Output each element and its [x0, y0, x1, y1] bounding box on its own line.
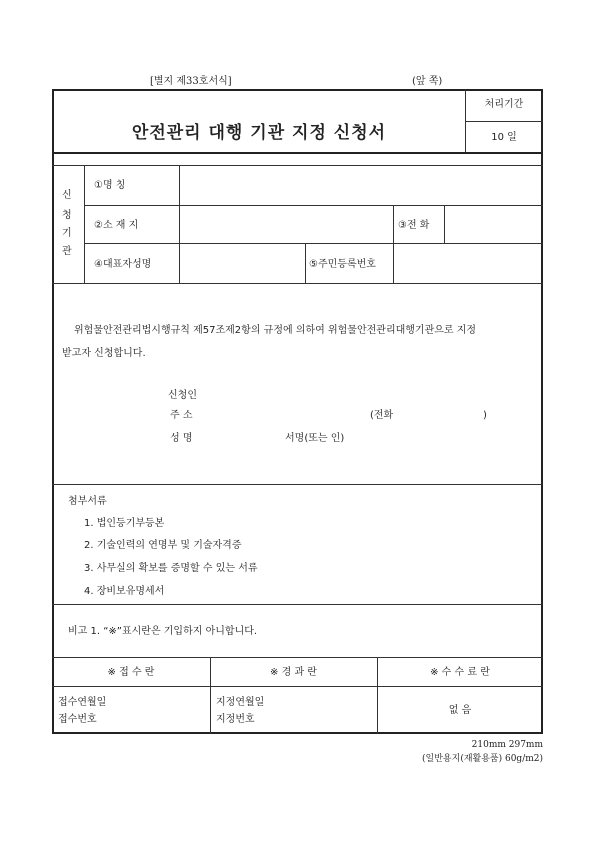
- address-label: ②소 재 지: [94, 220, 139, 231]
- resident-number-label: ⑤주민등록번호: [309, 259, 376, 270]
- receipt-date-label: 접수연월일: [58, 697, 107, 708]
- phone-label: ③전 화: [398, 220, 430, 231]
- name-field[interactable]: [182, 168, 540, 202]
- representative-field[interactable]: [182, 246, 302, 280]
- paper-size: 210mm 297mm: [471, 740, 543, 750]
- attachment-item: 4. 장비보유명세서: [84, 586, 165, 597]
- applicant-section-char: 관: [62, 246, 72, 257]
- applicant-signature-title: 신청인: [168, 390, 197, 401]
- resident-number-field[interactable]: [396, 246, 540, 280]
- fee-column-header: ※ 수 수 료 란: [430, 667, 490, 678]
- attachment-item: 2. 기술인력의 연명부 및 기술자격증: [84, 540, 242, 551]
- progress-column-header: ※ 경 과 란: [270, 667, 317, 678]
- applicant-phone-close: ): [483, 410, 487, 421]
- declaration-line-1: 위험물안전관리법시행규칙 제57조제2항의 규정에 의하여 위험물안전관리대행기관으로 지정: [74, 325, 477, 336]
- processing-period-value: 10 일: [491, 132, 517, 143]
- representative-label: ④대표자성명: [94, 259, 152, 270]
- applicant-section-char: 신: [62, 190, 72, 201]
- form-number: [별지 제33호서식]: [150, 76, 232, 87]
- applicant-section-char: 청: [62, 210, 72, 221]
- declaration-line-2: 받고자 신청합니다.: [62, 348, 146, 359]
- applicant-address-label: 주 소: [170, 410, 193, 421]
- attachment-item: 1. 법인등기부등본: [84, 518, 165, 529]
- paper-spec: (일반용지(재활용품) 60g/m2): [422, 754, 543, 764]
- designation-number-label: 지정번호: [216, 714, 255, 725]
- name-label: ①명 칭: [94, 180, 126, 191]
- attachment-item: 3. 사무실의 확보를 증명할 수 있는 서류: [84, 563, 258, 574]
- designation-date-label: 지정연월일: [216, 697, 265, 708]
- attachments-title: 첨부서류: [68, 496, 107, 507]
- fee-value: 없 음: [448, 705, 472, 716]
- page-side-label: (앞 쪽): [412, 76, 443, 87]
- form-title: 안전관리 대행 기관 지정 신청서: [131, 123, 387, 143]
- applicant-section-char: 기: [62, 228, 72, 239]
- signature-label: 서명(또는 인): [285, 433, 345, 444]
- remark-note: 비고 1. “※”표시란은 기입하지 아니합니다.: [68, 626, 258, 637]
- applicant-phone-open: (전화: [370, 410, 394, 421]
- receipt-column-header: ※ 접 수 란: [107, 667, 155, 678]
- receipt-number-label: 접수번호: [58, 714, 97, 725]
- processing-period-label: 처리기간: [484, 99, 524, 110]
- applicant-name-label: 성 명: [170, 433, 193, 444]
- phone-field[interactable]: [447, 208, 540, 240]
- address-field[interactable]: [182, 208, 390, 240]
